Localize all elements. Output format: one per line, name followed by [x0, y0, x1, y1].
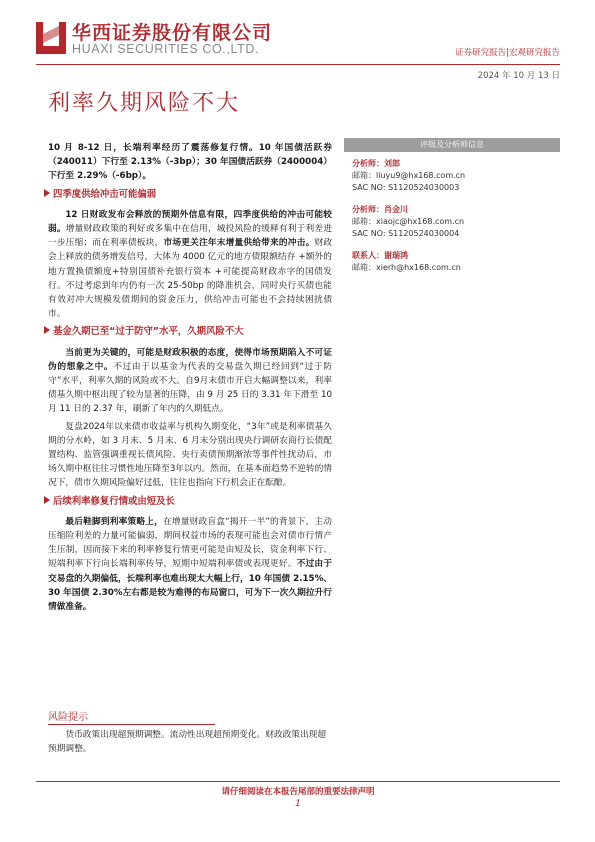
contact-name: 联系人：谢瑞鸿: [352, 251, 408, 260]
risk-text: 货币政策出现超预期调整。流动性出现超预期变化。财政政策出现超预期调整。: [48, 730, 327, 754]
huaxi-logo-icon: [36, 22, 66, 54]
bold-text: 当前更为关键的，可能是财政积极的态度，使得市场预期陷入不可证伪的想象之中。: [48, 347, 332, 372]
section-3-paragraph: [48, 515, 332, 614]
section-heading-text: 后续利率修复行情或由短及长: [53, 495, 175, 507]
section-heading-text: 基金久期已至“过于防守”水平，久期风险不大: [53, 326, 244, 338]
section-2-paragraph-2: [48, 420, 332, 491]
summary-paragraph: [48, 141, 332, 184]
analyst-list: [352, 158, 560, 284]
contact-entry: [352, 250, 560, 274]
section-1-paragraph: [48, 208, 332, 322]
footer-divider: [36, 781, 560, 782]
analyst-entry: [352, 204, 560, 240]
risk-title: 风险提示: [48, 712, 88, 723]
bold-text: 最后鞋脚到利率策略上，: [65, 516, 164, 527]
legal-notice: 请仔细阅读在本报告尾部的重要法律声明: [221, 787, 375, 797]
analyst-name: 分析师：刘郎: [352, 159, 400, 168]
page-number: 1: [295, 799, 301, 809]
report-date: 2024 年 10 月 13 日: [477, 71, 560, 81]
analyst-email[interactable]: 邮箱：xiaojc@hx168.com.cn: [352, 217, 465, 226]
section-heading-3: [44, 495, 332, 509]
company-name-en: HUAXI SECURITIES CO.,LTD.: [72, 42, 260, 56]
body-text: 在增量财政盲盒“揭开一半”的背景下，主动压缩险利差的力量可能偏弱，期间权益市场的表现可能也会对债市行情产生压制，因而接下来的利率修复行情更可能是由短及长，资金利率下行、短端利率下行向长端利率传导，短期中短端利率债或表现更好。: [48, 516, 332, 570]
section-2-paragraph-1: [48, 346, 332, 417]
analyst-sac: SAC NO: S1120524030004: [352, 229, 460, 238]
bold-text: 市场更关注年末增量供给带来的冲击。: [163, 238, 315, 249]
analyst-name: 分析师：肖金川: [352, 205, 408, 214]
section-heading-1: [44, 188, 332, 202]
section-heading-2: [44, 325, 332, 339]
section-heading-text: 四季度供给冲击可能偏弱: [53, 188, 157, 200]
triangle-bullet-icon: [44, 189, 50, 197]
analyst-sac: SAC NO: S1120524030003: [352, 183, 460, 192]
company-name-cn: 华西证券股份有限公司: [72, 22, 273, 44]
analyst-email[interactable]: 邮箱：liuyu9@hx168.com.cn: [352, 171, 466, 180]
summary-bold: 10 月 8-12 日，长端利率经历了震荡修复行情。10 年国债活跃券（240011）下行至 2.13%（-3bp）；30 年国债活跃券（2400004）下行至 2.29%（-6bp）。: [48, 143, 332, 182]
header-divider: [36, 64, 560, 65]
body-text: 不过由于以基金为代表的交易盘久期已经回到“过于防守”水平，利率久期的风险或不大。自9月末债市开启大幅调整以来，利率债基久期中枢出现了较为显著的压降，由 9 月 25 日的 3.31 年下滑至 10 月 11 日的 2.37 年，刷新了年内的久期低点。: [48, 361, 332, 415]
body-text: 增量财政政策的利好或多集中在信用，城投风险的缓释有利于利差进一步压缩；而在利率债板块，: [48, 224, 333, 249]
contact-email[interactable]: 邮箱：xierh@hx168.com.cn: [352, 263, 461, 272]
analyst-entry: [352, 158, 560, 194]
bold-text: 不过由于交易盘的久期偏低，长端利率也难出现太大幅上行，10 年国债 2.15%、30 年国债 2.30%左右都是较为难得的布局窗口，可为下一次久期拉升行情做准备。: [48, 559, 333, 613]
main-content: [48, 141, 332, 617]
risk-divider: [48, 724, 215, 725]
body-text: 财政会上释放的债务增发信号，大体为 4000 亿元的地方债限额结存 +额外的地方置换债额度+特别国债补充银行资本 +可能提高财政赤字的国债发行。不过考虑到年内仍有一次 25-50bp 的降准机会，同时央行买债也能有效对冲大规模发债期间的资金压力，供给冲击可能也不会持续困扰债市。: [48, 238, 333, 320]
analyst-info-bar: 评级及分析师信息: [344, 138, 560, 152]
triangle-bullet-icon: [44, 496, 50, 504]
report-type: 证券研究报告|宏观研究报告: [455, 48, 560, 58]
triangle-bullet-icon: [44, 326, 50, 334]
bold-text: 12 日财政发布会释放的预期外信息有限，四季度供给的冲击可能较弱。: [48, 209, 332, 235]
body-text: 复盘2024年以来债市收益率与机构久期变化，“3年”或是利率债基久期的分水岭，如 3 月末、5 月末、6 月末分别出现央行调研农商行长债配置结构、监管强调重视长债风险、央行卖债预期渐浓等事件性扰动后，市场久期中枢往往习惯性地压降至3年以内。然而，在基本面趋势不逆转的情况下，债市久期风险偏好过低，往往也指向下行机会正在酝酿。: [48, 421, 332, 489]
page-title: 利率久期风险不大: [48, 91, 241, 116]
